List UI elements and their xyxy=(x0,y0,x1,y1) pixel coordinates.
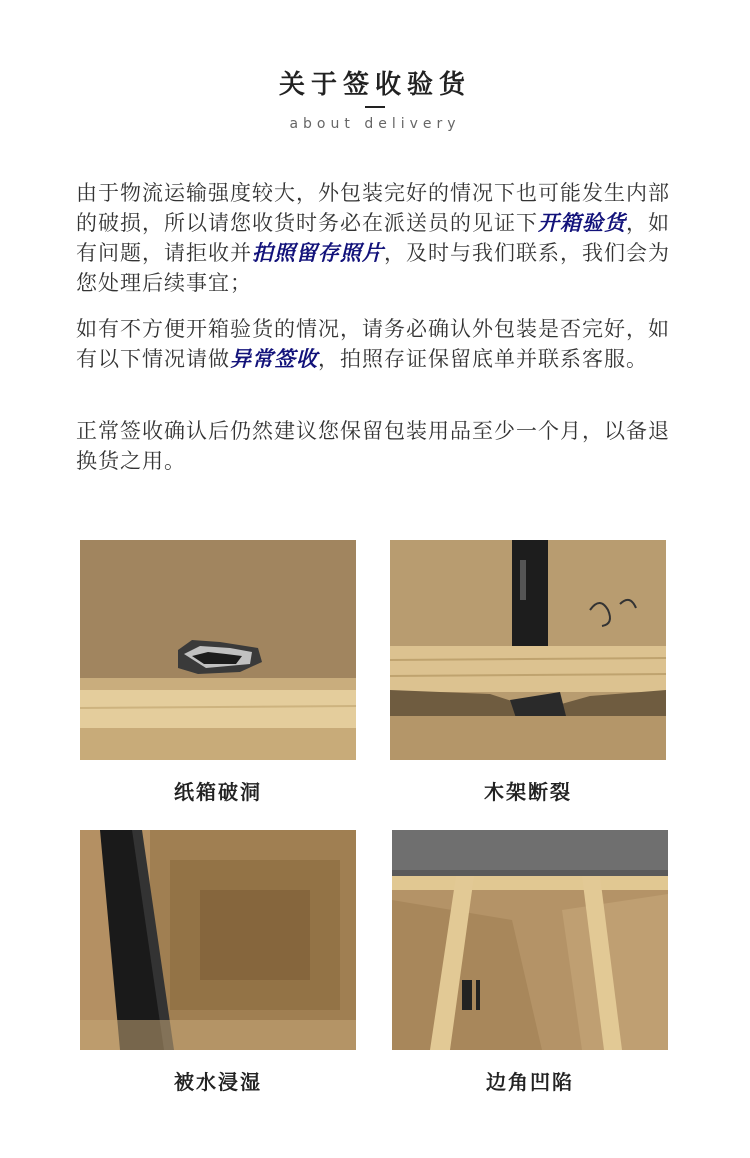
paragraph-keep-packaging: 正常签收确认后仍然建议您保留包装用品至少一个月，以备退换货之用。 xyxy=(76,419,670,473)
paragraph-inspection xyxy=(76,178,676,298)
caption-water-soaked: 被水浸湿 xyxy=(174,1070,262,1094)
photo-broken-frame xyxy=(390,540,666,760)
photo-water-soaked xyxy=(80,830,356,1050)
title-divider xyxy=(365,106,385,108)
page-subtitle: about delivery xyxy=(289,116,461,132)
highlight-open-inspect: 开箱验货 xyxy=(538,211,626,235)
highlight-take-photo: 拍照留存照片 xyxy=(252,241,384,265)
caption-carton-hole: 纸箱破洞 xyxy=(174,780,262,804)
paragraph-text: ，拍照存证保留底单并联系客服。 xyxy=(318,347,648,371)
paragraph-text: 由于物流运输强度较大，外包装完好的情况下也可能发生内部的破损，所以请您收货时务必在派送员的见证下 xyxy=(76,181,670,235)
photo-dented-corner xyxy=(392,830,668,1050)
caption-dented-corner: 边角凹陷 xyxy=(486,1070,574,1094)
caption-broken-frame: 木架断裂 xyxy=(484,780,572,804)
paragraph-text: ，及时与我们联系，我们会为您处理后续事宜； xyxy=(76,241,670,295)
photo-carton-hole xyxy=(80,540,356,760)
paragraph-text: 如有不方便开箱验货的情况，请务必确认外包装是否完好，如有以下情况请做 xyxy=(76,317,670,371)
paragraph-text: ，如有问题，请拒收并 xyxy=(76,211,670,265)
paragraph-abnormal xyxy=(76,314,676,374)
page-title: 关于签收验货 xyxy=(278,70,471,100)
highlight-abnormal-sign: 异常签收 xyxy=(230,347,318,371)
